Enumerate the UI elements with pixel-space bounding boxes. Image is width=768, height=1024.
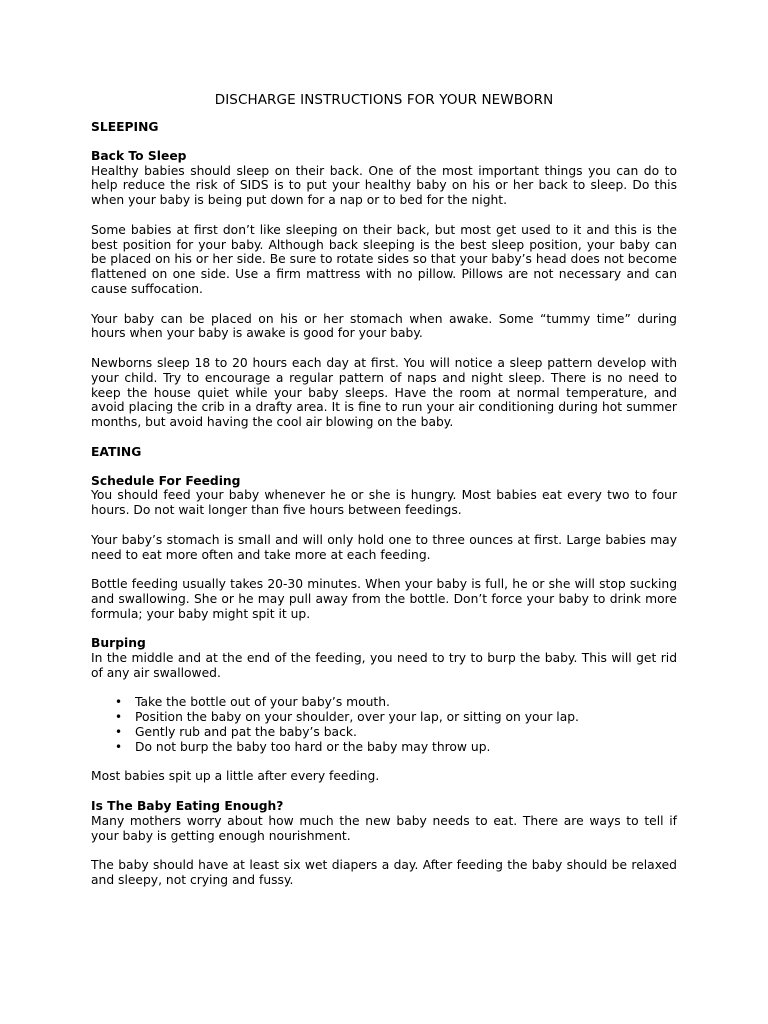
list-item-text: Do not burp the baby too hard or the baby may throw up. bbox=[135, 739, 491, 754]
list-item bbox=[115, 725, 677, 740]
bullet-icon: • bbox=[115, 739, 123, 754]
list-item bbox=[115, 710, 677, 725]
bullet-icon: • bbox=[115, 710, 123, 725]
list-item bbox=[115, 739, 677, 755]
subheading-back-to-sleep: Back To Sleep bbox=[91, 148, 187, 163]
subheading-burping: Burping bbox=[91, 636, 146, 651]
subheading-eating-enough: Is The Baby Eating Enough? bbox=[91, 799, 284, 814]
document-title: DISCHARGE INSTRUCTIONS FOR YOUR NEWBORN bbox=[214, 92, 554, 108]
bullet-icon: • bbox=[115, 725, 123, 740]
paragraph-tummy-time: Your baby can be placed on his or her stomach when awake. Some “tummy time” during hours when your baby is awake is good for your baby. bbox=[91, 311, 677, 341]
paragraph-feed-when-hungry: You should feed your baby whenever he or she is hungry. Most babies eat every two to four hours. Do not wait longer than five hours between feedings. bbox=[91, 488, 677, 518]
paragraph-stomach-size: Your baby’s stomach is small and will only hold one to three ounces at first. Large babies may need to eat more often and take more at each feeding. bbox=[91, 532, 677, 562]
paragraph-sleep-pattern: Newborns sleep 18 to 20 hours each day at first. You will notice a sleep pattern develop with your child. Try to encourage a regular pattern of naps and night sleep. There is no need to keep the house quiet while your baby sleeps. Have the room at normal temperature, and avoid placing the crib in a drafty area. It is fine to run your air conditioning during hot summer months, but avoid having the cool air blowing on the baby. bbox=[91, 355, 677, 430]
paragraph-spit-up-note: Most babies spit up a little after every feeding. bbox=[91, 769, 380, 784]
paragraph-burping-intro: In the middle and at the end of the feeding, you need to try to burp the baby. This will get rid of any air swallowed. bbox=[91, 651, 677, 680]
list-item bbox=[115, 695, 677, 710]
section-heading-sleeping: SLEEPING bbox=[91, 120, 159, 134]
paragraph-wet-diapers: The baby should have at least six wet diapers a day. After feeding the baby should be relaxed and sleepy, not crying and fussy. bbox=[91, 858, 677, 888]
section-heading-eating: EATING bbox=[91, 444, 142, 459]
paragraph-bottle-feeding: Bottle feeding usually takes 20-30 minutes. When your baby is full, he or she will stop sucking and swallowing. She or he may pull away from the bottle. Don’t force your baby to drink more formula; your baby might spit it up. bbox=[91, 577, 677, 621]
paragraph-side-sleeping: Some babies at first don’t like sleeping on their back, but most get used to it and this is the best position for your baby. Although back sleeping is the best sleep position, your baby can be placed on his or her side. Be sure to rotate sides so that your baby’s head does not become flattened on one side. Use a firm mattress with no pillow. Pillows are not necessary and can cause suffocation. bbox=[91, 222, 677, 296]
list-item-text: Position the baby on your shoulder, over your lap, or sitting on your lap. bbox=[135, 710, 579, 725]
list-item-text: Take the bottle out of your baby’s mouth. bbox=[135, 695, 390, 710]
list-item-text: Gently rub and pat the baby’s back. bbox=[135, 725, 357, 740]
burping-steps-list bbox=[91, 695, 677, 754]
bullet-icon: • bbox=[115, 695, 123, 710]
subheading-schedule-for-feeding: Schedule For Feeding bbox=[91, 473, 241, 488]
paragraph-back-to-sleep: Healthy babies should sleep on their back. One of the most important things you can do to help reduce the risk of SIDS is to put your healthy baby on his or her back to sleep. Do this when your baby is being put down for a nap or to bed for the night. bbox=[91, 163, 677, 208]
document-page bbox=[91, 92, 677, 903]
paragraph-mothers-worry: Many mothers worry about how much the new baby needs to eat. There are ways to tell if your baby is getting enough nourishment. bbox=[91, 813, 677, 843]
